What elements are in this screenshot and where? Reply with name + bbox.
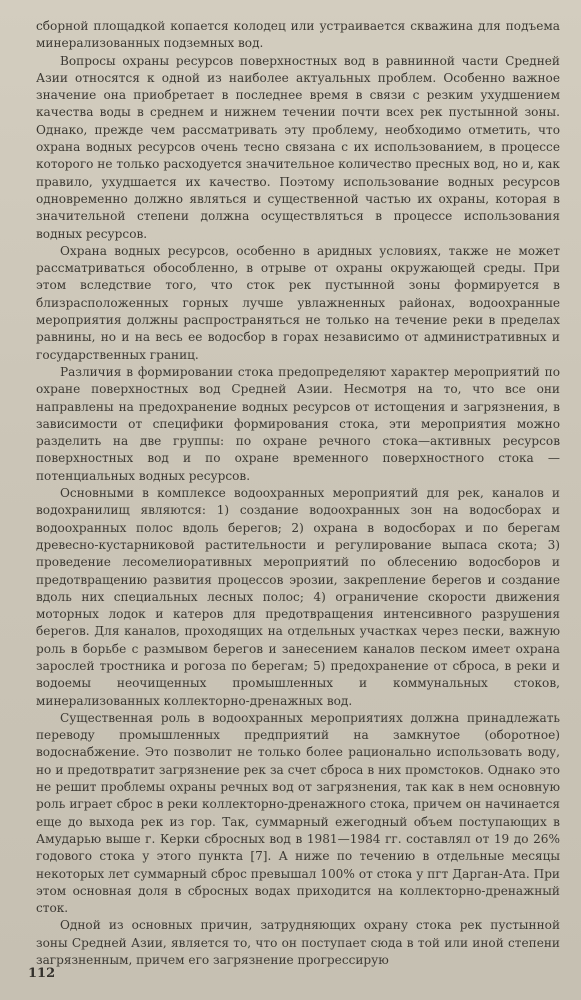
paragraph-2: Вопросы охраны ресурсов поверхностных вод в равнинной части Средней Азии относятся к одной из наиболее актуальных проблем. Особенно важное значение она приобретает в последнее время в связи с резким ухудшением качества воды в среднем и нижнем течении почти всех рек пустынной зоны. Однако, прежде чем рассматривать эту проблему, необходимо отметить, что охрана водных ресурсов очень тесно связана с их использованием, в процессе которого не только расходуется значительное количество пресных вод, но и, как правило, ухудшается их качество. Поэтому использование водных ресурсов одновременно должно являться и существенной частью их охраны, которая в значительной степени должна осуществляться в процессе использования водных ресурсов. (36, 53, 560, 241)
paragraph-7: Одной из основных причин, затрудняющих охрану стока рек пустынной зоны Средней Азии, является то, что он поступает сюда в той или иной степени загрязненным, причем его загрязнение прогрессирую (36, 918, 560, 968)
page-number: 112 (28, 966, 56, 981)
paragraph-1: сборной площадкой копается колодец или устраивается скважина для подъема минерализованных подземных вод. (36, 19, 560, 51)
paragraph-3: Охрана водных ресурсов, особенно в аридных условиях, также не может рассматриваться обособленно, в отрыве от охраны окружающей среды. При этом вследствие того, что сток рек пустынной зоны формируется в близрасположенных горных лучше увлажненных районах, водоохранные мероприятия должны распространяться не только на течение реки в пределах равнины, но и на весь ее водосбор в горах независимо от административных и государственных границ. (36, 243, 560, 362)
page-body-text (36, 18, 560, 969)
paragraph-4: Различия в формировании стока предопределяют характер мероприятий по охране поверхностных вод Средней Азии. Несмотря на то, что все они направлены на предохранение водных ресурсов от истощения и загрязнения, в зависимости от специфики формирования стока, эти мероприятия можно разделить на две группы: по охране речного стока—активных ресурсов поверхностных вод и по охране временного поверхностного стока — потенциальных водных ресурсов. (36, 364, 560, 483)
paragraph-6: Существенная роль в водоохранных мероприятиях должна принадлежать переводу промышленных предприятий на замкнутое (оборотное) водоснабжение. Это позволит не только более рационально использовать воду, но и предотвратит загрязнение рек за счет сброса в них промстоков. Однако это не решит проблемы охраны речных вод от загрязнения, так как в нем основную роль играет сброс в реки коллекторно-дренажного стока, причем он начинается еще до выхода рек из гор. Так, суммарный ежегодный объем поступающих в Амударью выше г. Керки сбросных вод в 1981—1984 гг. составлял от 19 до 26% годового стока у этого пункта [7]. А ниже по течению в отдельные месяцы некоторых лет суммарный сброс превышал 100% от стока у пгт Дарган-Ата. При этом основная доля в сбросных водах приходится на коллекторно-дренажный сток. (36, 710, 560, 916)
paragraph-5: Основными в комплексе водоохранных мероприятий для рек, каналов и водохранилищ являются: 1) создание водоохранных зон на водосборах и водоохранных полос вдоль берегов; 2) охрана в водосборах и по берегам древесно-кустарниковой растительности и регулирование выпаса скота; 3) проведение лесомелиоративных мероприятий по облесению водосборов и предотвращению развития процессов эрозии, закрепление берегов и создание вдоль них специальных лесных полос; 4) ограничение скорости движения моторных лодок и катеров для предотвращения интенсивного разрушения берегов. Для каналов, проходящих на отдельных участках через пески, важную роль в борьбе с размывом берегов и занесением каналов песком имеет охрана зарослей тростника и рогоза по берегам; 5) предохранение от сброса, в реки и водоемы неочищенных промышленных и коммунальных стоков, минерализованных коллекторно-дренажных вод. (36, 486, 560, 708)
